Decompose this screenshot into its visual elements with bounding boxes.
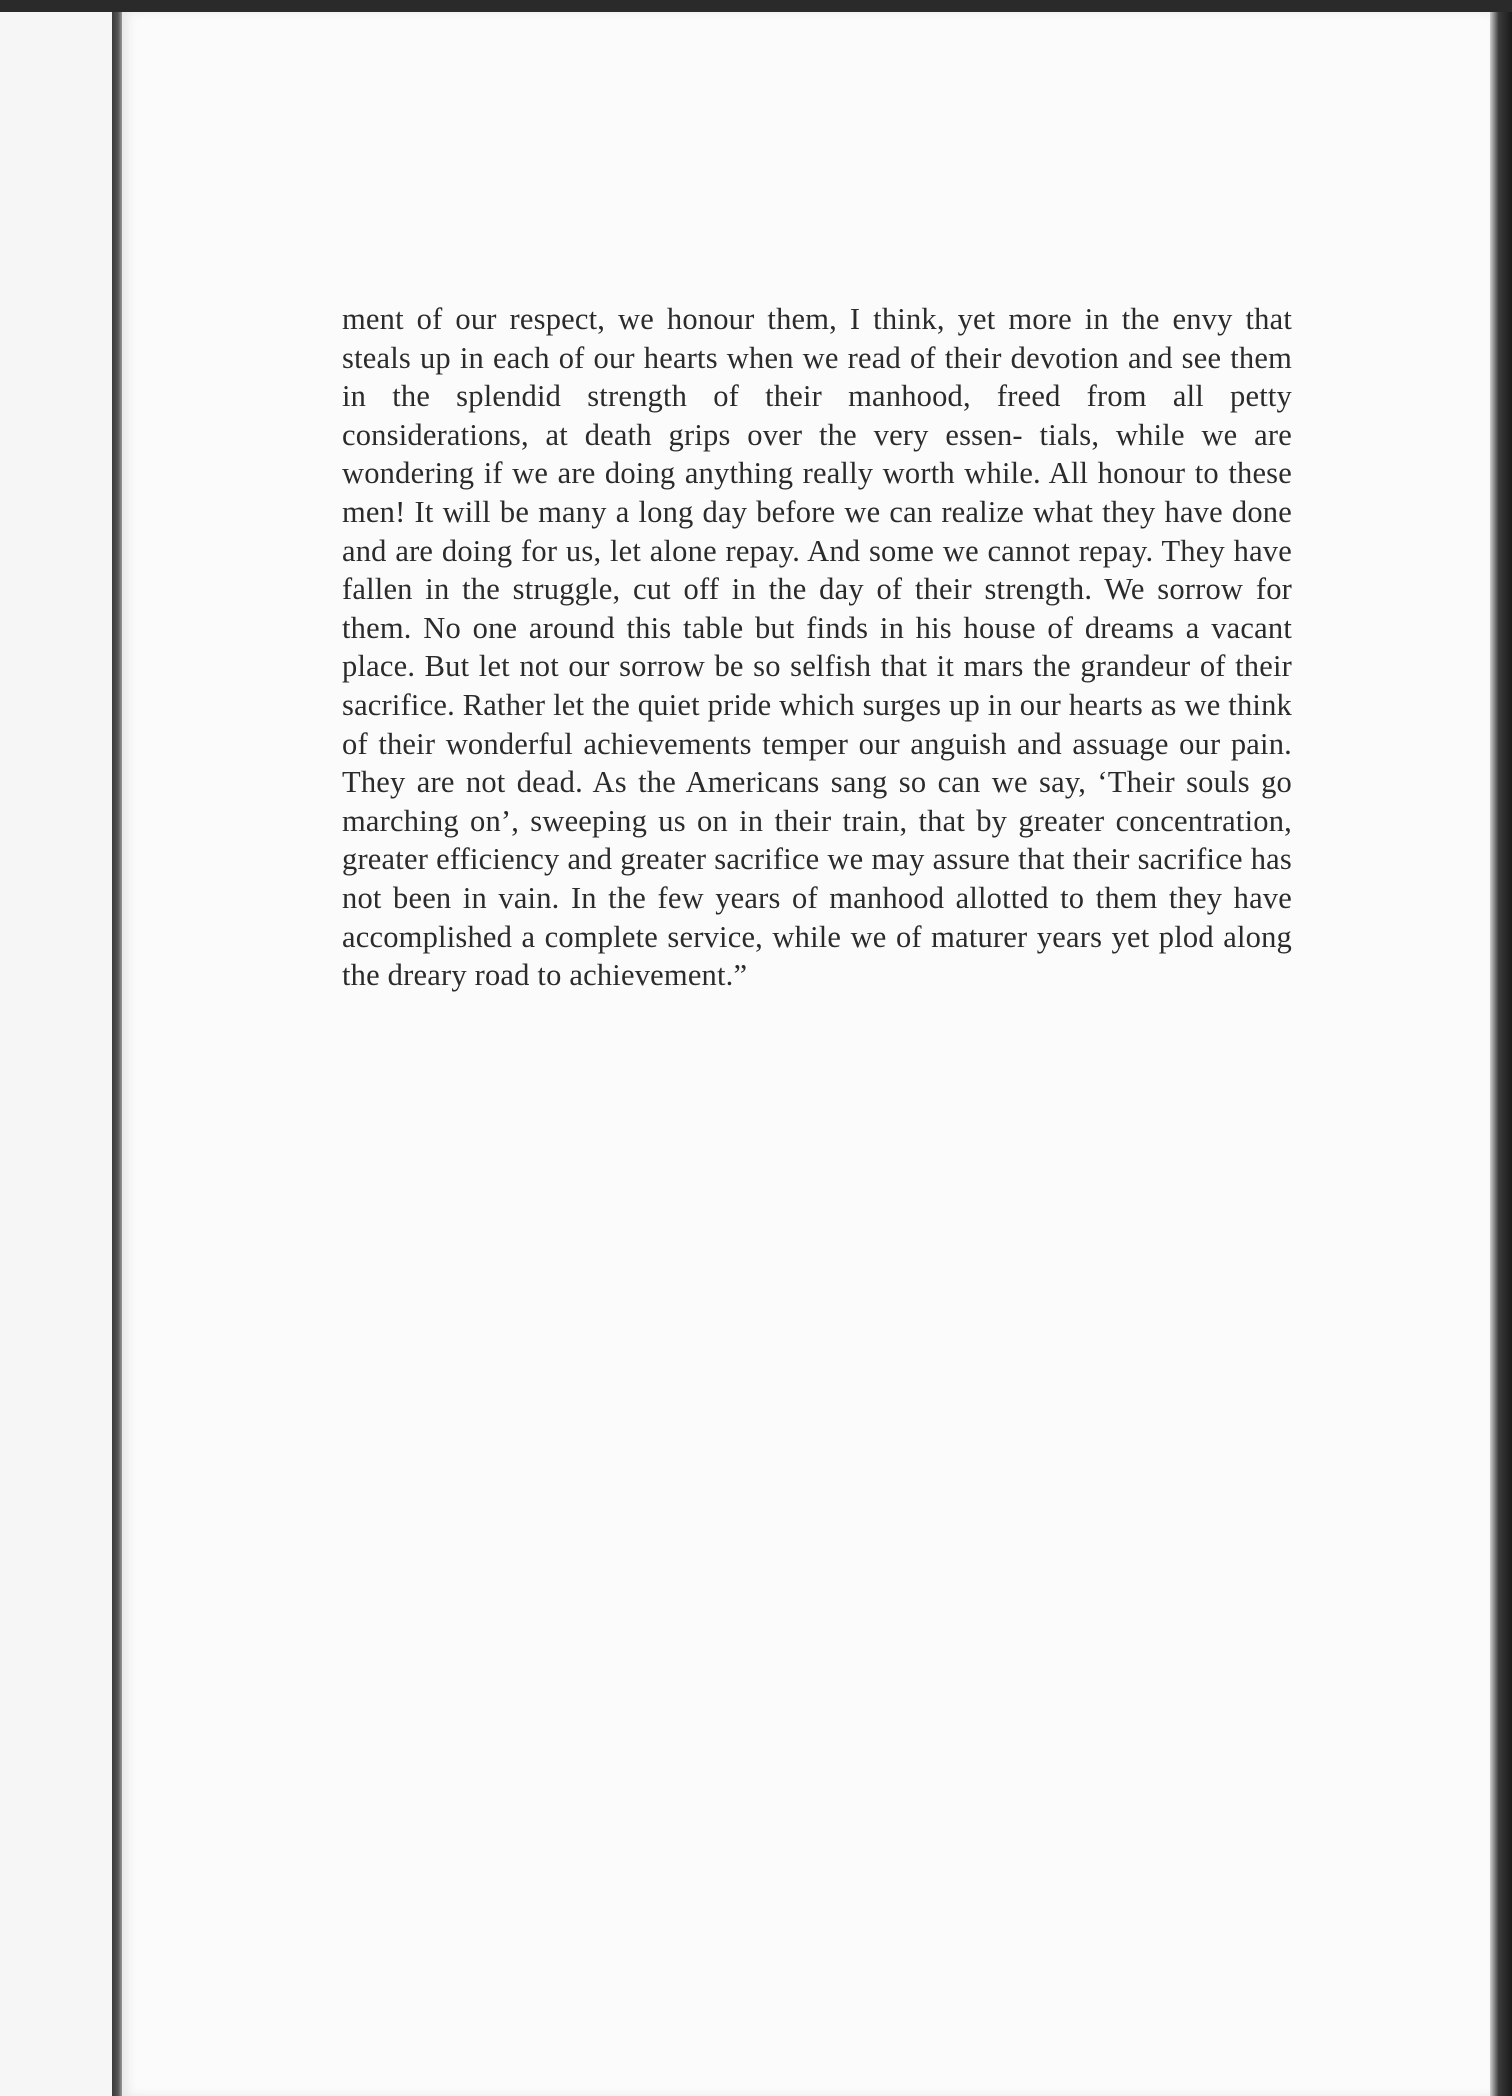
facing-page-edge <box>0 12 112 2096</box>
body-paragraph: ment of our respect, we honour them, I think, yet more in the envy that steals up in each of our hearts when we read of their devotion and see them in the splendid strength of their manhood, freed from all petty considerations, at death grips over the very essen- tials, while we are wondering if we are doing anything really worth while. All honour to these men! It will be many a long day before we can realize what they have done and are doing for us, let alone repay. And some we cannot repay. They have fallen in the struggle, cut off in the day of their strength. We sorrow for them. No one around this table but finds in his house of dreams a vacant place. But let not our sorrow be so selfish that it mars the grandeur of their sacrifice. Rather let the quiet pride which surges up in our hearts as we think of their wonderful achievements temper our anguish and assuage our pain. They are not dead. As the Americans sang so can we say, ‘Their souls go marching on’, sweeping us on in their train, that by greater concentration, greater efficiency and greater sacrifice we may assure that their sacrifice has not been in vain. In the few years of manhood allotted to them they have accomplished a complete service, while we of maturer years yet plod along the dreary road to achievement.” <box>342 302 1292 993</box>
book-binding <box>112 12 122 2096</box>
scan-right-edge <box>1490 12 1512 2096</box>
